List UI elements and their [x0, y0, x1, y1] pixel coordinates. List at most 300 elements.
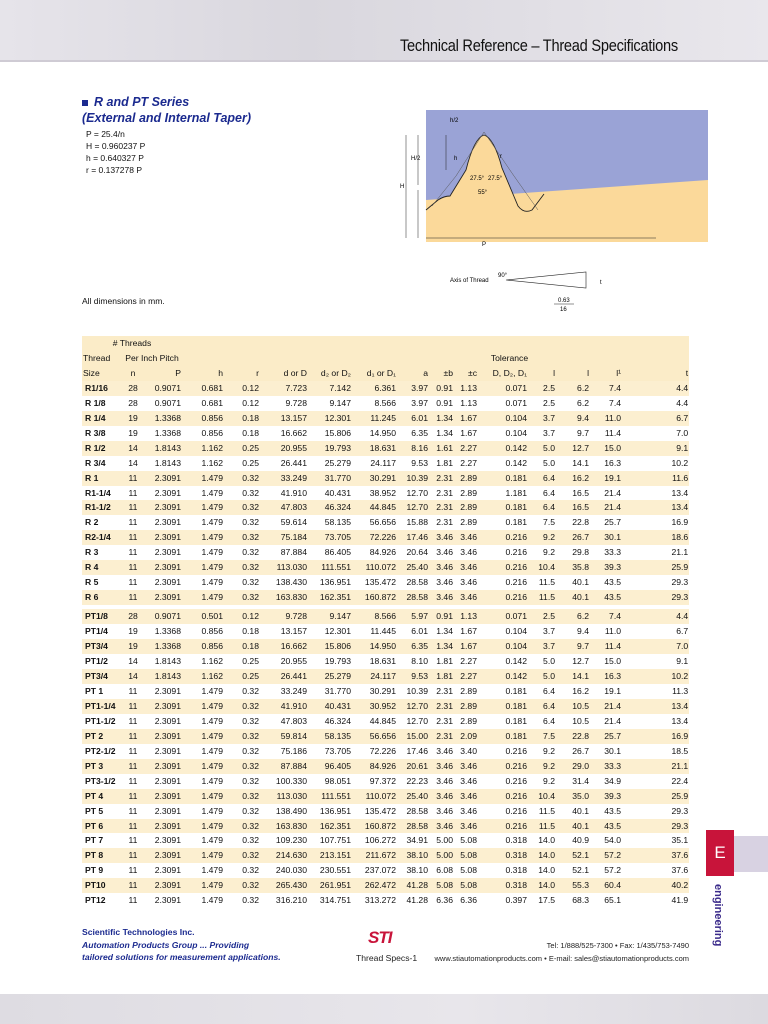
company-name: Scientific Technologies Inc. — [82, 927, 195, 937]
table-cell: 30.291 — [369, 685, 396, 696]
table-cell: 11 — [128, 577, 138, 588]
table-cell: 6.01 — [411, 626, 428, 637]
table-row — [82, 560, 689, 575]
table-cell: 0.318 — [505, 865, 527, 876]
table-cell: 0.9071 — [154, 397, 181, 408]
table-cell: 6.7 — [676, 626, 689, 637]
label-h: h — [454, 156, 458, 162]
table-cell: PT10 — [85, 880, 106, 891]
table-cell: 8.566 — [374, 397, 396, 408]
table-cell: 2.27 — [460, 457, 477, 468]
label-h2: h/2 — [450, 118, 459, 124]
table-cell: 6.4 — [543, 487, 555, 498]
table-cell: 2.89 — [460, 685, 477, 696]
formula-list — [86, 128, 145, 176]
table-cell: 3.7 — [543, 427, 555, 438]
table-cell: 12.70 — [406, 700, 428, 711]
table-cell: PT3/4 — [85, 641, 108, 652]
table-cell: 11.0 — [604, 412, 621, 423]
table-cell: 17.46 — [406, 532, 428, 543]
table-cell: PT1/8 — [85, 611, 108, 622]
table-cell: 3.46 — [460, 805, 477, 816]
table-cell: 16.5 — [572, 502, 589, 513]
table-cell: 3.46 — [436, 805, 453, 816]
table-cell: 11 — [128, 472, 138, 483]
table-cell: 10.39 — [406, 472, 428, 483]
table-cell: 11 — [128, 820, 138, 831]
table-cell: 31.4 — [572, 775, 589, 786]
table-cell: 1.479 — [201, 730, 223, 741]
header-threads: # Threads — [112, 338, 152, 348]
table-cell: 15.0 — [604, 656, 621, 667]
table-cell: 160.872 — [364, 820, 396, 831]
table-cell: 41.28 — [406, 895, 428, 906]
table-cell: 1.8143 — [154, 442, 181, 453]
table-cell: 22.8 — [572, 517, 589, 528]
table-cell: 5.97 — [411, 611, 428, 622]
table-cell: 9.1 — [676, 656, 689, 667]
table-cell: 5.08 — [460, 880, 477, 891]
table-cell: 11 — [128, 700, 138, 711]
table-cell: 0.18 — [242, 626, 259, 637]
table-cell: 9.4 — [577, 626, 589, 637]
table-cell: 14.950 — [369, 641, 396, 652]
table-cell: 16.3 — [604, 670, 621, 681]
table-cell: 7.5 — [543, 517, 555, 528]
table-cell: 72.226 — [369, 532, 396, 543]
table-row — [82, 833, 689, 848]
table-cell: 30.1 — [604, 745, 621, 756]
table-cell: 22.23 — [406, 775, 428, 786]
table-cell: 0.181 — [505, 472, 527, 483]
table-cell: R 3 — [85, 547, 99, 558]
table-cell: 1.81 — [436, 656, 453, 667]
table-cell: 3.46 — [436, 547, 453, 558]
table-row — [82, 759, 689, 774]
table-cell: 29.3 — [671, 577, 689, 588]
table-cell: 2.3091 — [154, 487, 181, 498]
label-H2: H/2 — [411, 156, 421, 162]
table-cell: 0.32 — [242, 835, 259, 846]
table-cell: 6.7 — [676, 412, 689, 423]
contact-web[interactable]: www.stiautomationproducts.com • E-mail: sales@stiautomationproducts.com — [434, 953, 689, 963]
table-cell: 15.00 — [406, 730, 428, 741]
table-cell: 1.34 — [436, 427, 453, 438]
table-cell: 34.91 — [406, 835, 428, 846]
table-cell: 31.770 — [324, 685, 351, 696]
table-cell: 5.0 — [543, 656, 555, 667]
table-cell: 6.36 — [460, 895, 477, 906]
table-cell: 0.216 — [505, 592, 527, 603]
table-cell: 6.4 — [543, 685, 555, 696]
table-cell: 12.7 — [572, 656, 589, 667]
table-cell: 6.4 — [543, 472, 555, 483]
table-cell: PT 6 — [85, 820, 104, 831]
table-cell: 59.814 — [280, 730, 307, 741]
table-cell: 6.35 — [411, 641, 428, 652]
table-cell: 11 — [128, 487, 138, 498]
table-cell: 1.479 — [201, 760, 223, 771]
column-header: l — [587, 367, 589, 378]
table-cell: 2.3091 — [154, 775, 181, 786]
column-header: d or D — [283, 367, 307, 378]
table-cell: 0.25 — [242, 457, 259, 468]
table-cell: 11 — [128, 715, 138, 726]
table-cell: 1.8143 — [154, 457, 181, 468]
table-cell: 3.40 — [460, 745, 477, 756]
footer-band — [0, 994, 768, 1024]
table-cell: 1.479 — [201, 715, 223, 726]
table-cell: 110.072 — [365, 790, 396, 801]
table-row — [82, 848, 689, 863]
table-cell: 43.5 — [604, 820, 621, 831]
table-row — [82, 893, 689, 908]
table-cell: 0.216 — [505, 820, 527, 831]
table-cell: 58.135 — [324, 517, 351, 528]
table-cell: 0.216 — [505, 805, 527, 816]
table-cell: R 3/4 — [85, 457, 106, 468]
table-cell: 20.955 — [280, 656, 307, 667]
table-cell: 44.845 — [369, 502, 396, 513]
table-cell: 25.279 — [324, 670, 351, 681]
table-cell: 14 — [128, 457, 138, 468]
table-cell: 1.479 — [201, 592, 223, 603]
table-row — [82, 396, 689, 411]
table-cell: 0.32 — [242, 745, 259, 756]
table-cell: 3.46 — [460, 532, 477, 543]
column-header: l¹ — [616, 367, 621, 378]
header-pitch: Pitch — [159, 352, 179, 363]
table-cell: 44.845 — [369, 715, 396, 726]
table-cell: 1.81 — [436, 670, 453, 681]
table-cell: 11 — [128, 547, 138, 558]
table-cell: 39.3 — [604, 562, 621, 573]
table-cell: 25.40 — [406, 790, 428, 801]
table-cell: 11.4 — [604, 641, 621, 652]
table-cell: 6.4 — [543, 502, 555, 513]
table-cell: 0.681 — [201, 382, 223, 393]
table-cell: 21.1 — [671, 760, 689, 771]
series-heading — [82, 94, 251, 126]
table-cell: 16.5 — [572, 487, 589, 498]
table-cell: 3.97 — [411, 382, 428, 393]
table-cell: 30.952 — [369, 700, 396, 711]
table-cell: 16.9 — [671, 730, 689, 741]
table-cell: 2.89 — [460, 487, 477, 498]
table-cell: 21.4 — [604, 502, 621, 513]
table-cell: 138.430 — [275, 577, 307, 588]
table-row — [82, 471, 689, 486]
table-cell: 0.32 — [242, 562, 259, 573]
table-cell: 11 — [128, 592, 138, 603]
table-cell: 5.00 — [436, 835, 453, 846]
table-cell: 6.2 — [577, 382, 589, 393]
table-cell: 2.3091 — [154, 517, 181, 528]
table-cell: 11 — [128, 880, 138, 891]
table-cell: 84.926 — [369, 547, 396, 558]
side-tab-band — [734, 836, 768, 872]
table-cell: 40.1 — [572, 820, 589, 831]
table-cell: R1-1/2 — [85, 502, 111, 513]
table-cell: 11 — [128, 895, 138, 906]
table-cell: 11.0 — [604, 626, 621, 637]
table-cell: R 5 — [85, 577, 99, 588]
table-cell: 65.1 — [604, 895, 621, 906]
table-cell: PT1-1/2 — [85, 715, 116, 726]
table-cell: 28.58 — [406, 820, 428, 831]
table-cell: 2.31 — [436, 730, 453, 741]
table-row — [82, 575, 689, 590]
table-cell: 0.181 — [505, 700, 527, 711]
table-cell: 0.104 — [505, 626, 527, 637]
table-cell: 1.479 — [201, 835, 223, 846]
table-cell: 13.4 — [671, 502, 689, 513]
table-cell: 14.0 — [538, 835, 555, 846]
table-cell: 4.4 — [676, 382, 689, 393]
dimensions-note: All dimensions in mm. — [82, 296, 165, 306]
table-cell: 55.3 — [572, 880, 589, 891]
table-cell: 26.441 — [280, 457, 307, 468]
table-cell: R 1/8 — [85, 397, 106, 408]
table-cell: 1.479 — [201, 775, 223, 786]
table-cell: 10.5 — [572, 700, 589, 711]
page-label: Thread Specs-1 — [356, 953, 418, 963]
table-cell: 1.479 — [201, 547, 223, 558]
table-cell: 11 — [128, 760, 138, 771]
table-cell: 37.6 — [671, 850, 689, 861]
table-cell: 7.4 — [609, 382, 621, 393]
table-cell: 2.3091 — [154, 592, 181, 603]
table-cell: 13.4 — [671, 700, 689, 711]
table-cell: 14.950 — [369, 427, 396, 438]
table-cell: 7.5 — [543, 730, 555, 741]
table-cell: 73.705 — [324, 745, 351, 756]
table-cell: 163.830 — [275, 820, 307, 831]
table-cell: 20.64 — [406, 547, 428, 558]
table-cell: 240.030 — [275, 865, 307, 876]
table-cell: 1.479 — [201, 745, 223, 756]
table-cell: 41.9 — [671, 895, 689, 906]
table-cell: 1.81 — [436, 457, 453, 468]
table-cell: 0.12 — [242, 611, 259, 622]
table-cell: 0.12 — [242, 382, 259, 393]
table-cell: 2.31 — [436, 517, 453, 528]
table-cell: 0.681 — [201, 397, 223, 408]
table-cell: 2.89 — [460, 715, 477, 726]
table-cell: 3.46 — [460, 547, 477, 558]
table-cell: 57.2 — [604, 850, 621, 861]
table-cell: 0.318 — [505, 880, 527, 891]
table-cell: 52.1 — [572, 865, 589, 876]
table-cell: 2.5 — [543, 611, 555, 622]
table-cell: 1.479 — [201, 487, 223, 498]
table-cell: 265.430 — [275, 880, 307, 891]
table-cell: 316.210 — [275, 895, 307, 906]
table-cell: 28.58 — [406, 592, 428, 603]
table-cell: 4.4 — [676, 611, 689, 622]
table-cell: 3.46 — [460, 592, 477, 603]
table-cell: R 3/8 — [85, 427, 106, 438]
label-taper-den: 16 — [560, 307, 567, 313]
table-cell: 100.330 — [275, 775, 307, 786]
table-cell: 26.7 — [572, 532, 589, 543]
table-cell: 0.32 — [242, 577, 259, 588]
table-cell: 11.445 — [370, 626, 396, 637]
table-cell: 0.32 — [242, 760, 259, 771]
table-cell: 11.3 — [672, 685, 689, 696]
table-cell: 60.4 — [604, 880, 621, 891]
table-cell: 1.3368 — [154, 412, 181, 423]
table-cell: 2.89 — [460, 472, 477, 483]
table-cell: 0.25 — [242, 442, 259, 453]
table-cell: 11 — [128, 790, 138, 801]
table-cell: 136.951 — [319, 805, 351, 816]
table-cell: 3.46 — [436, 775, 453, 786]
table-cell: 28.58 — [406, 805, 428, 816]
table-cell: 7.723 — [285, 382, 307, 393]
table-cell: 87.884 — [280, 760, 307, 771]
section-tab-e[interactable]: E — [706, 830, 734, 876]
table-cell: 15.806 — [324, 641, 351, 652]
table-cell: 30.291 — [369, 472, 396, 483]
column-header: h — [218, 367, 223, 378]
header-tolerance: Tolerance — [490, 352, 529, 363]
table-cell: 21.4 — [604, 700, 621, 711]
table-cell: 5.00 — [436, 850, 453, 861]
table-cell: 25.279 — [324, 457, 351, 468]
table-cell: 9.53 — [411, 670, 428, 681]
table-cell: 29.0 — [572, 760, 589, 771]
table-cell: 11 — [128, 532, 138, 543]
table-cell: 40.9 — [572, 835, 589, 846]
table-cell: 5.08 — [460, 865, 477, 876]
table-cell: 0.216 — [505, 775, 527, 786]
table-cell: PT 5 — [85, 805, 104, 816]
table-cell: 0.32 — [242, 880, 259, 891]
table-cell: 135.472 — [364, 577, 396, 588]
table-cell: 0.32 — [242, 715, 259, 726]
table-cell: 3.46 — [436, 592, 453, 603]
header-row — [82, 351, 689, 366]
table-cell: R 6 — [85, 592, 99, 603]
table-cell: 56.656 — [369, 730, 396, 741]
table-cell: 6.4 — [543, 715, 555, 726]
table-cell: 16.662 — [280, 427, 307, 438]
table-cell: 9.728 — [285, 397, 307, 408]
table-cell: 29.3 — [671, 820, 689, 831]
table-cell: 0.32 — [242, 700, 259, 711]
table-cell: 2.31 — [436, 715, 453, 726]
table-cell: 3.46 — [436, 745, 453, 756]
table-cell: 40.2 — [671, 880, 689, 891]
table-cell: 14.1 — [572, 457, 589, 468]
table-cell: 59.614 — [280, 517, 307, 528]
table-cell: 0.32 — [242, 730, 259, 741]
table-cell: 11 — [128, 850, 138, 861]
table-cell: 9.728 — [285, 611, 307, 622]
table-cell: 84.926 — [369, 760, 396, 771]
table-cell: 2.3091 — [154, 700, 181, 711]
table-row — [82, 530, 689, 545]
table-cell: 9.2 — [543, 760, 555, 771]
table-cell: R 2 — [85, 517, 99, 528]
page-title: Technical Reference – Thread Specifications — [400, 36, 678, 55]
table-cell: 35.1 — [671, 835, 689, 846]
table-cell: 1.479 — [201, 517, 223, 528]
table-cell: 109.230 — [275, 835, 307, 846]
table-cell: 2.5 — [543, 382, 555, 393]
table-cell: 28 — [128, 382, 138, 393]
table-cell: 6.4 — [543, 700, 555, 711]
table-cell: 3.7 — [543, 626, 555, 637]
table-cell: 2.31 — [436, 700, 453, 711]
table-cell: 11.5 — [538, 805, 555, 816]
table-cell: 73.705 — [324, 532, 351, 543]
table-cell: 0.104 — [505, 412, 527, 423]
table-cell: 0.142 — [505, 442, 527, 453]
table-cell: 0.216 — [505, 790, 527, 801]
table-cell: 11 — [128, 835, 138, 846]
table-cell: 110.072 — [365, 562, 396, 573]
table-cell: 2.3091 — [154, 685, 181, 696]
table-cell: 0.216 — [505, 547, 527, 558]
table-cell: 37.6 — [671, 865, 689, 876]
table-cell: 97.372 — [369, 775, 396, 786]
table-cell: 136.951 — [319, 577, 351, 588]
table-cell: 9.2 — [543, 745, 555, 756]
table-cell: 2.3091 — [154, 562, 181, 573]
table-cell: 0.071 — [505, 611, 527, 622]
table-cell: 12.7 — [572, 442, 589, 453]
table-cell: 46.324 — [324, 502, 351, 513]
table-cell: 0.91 — [436, 611, 453, 622]
table-cell: 33.249 — [280, 685, 307, 696]
table-cell: 2.3091 — [154, 547, 181, 558]
table-cell: 11.4 — [604, 427, 621, 438]
table-cell: 11 — [128, 517, 138, 528]
table-cell: 2.3091 — [154, 880, 181, 891]
table-cell: 113.030 — [276, 790, 307, 801]
table-cell: 24.117 — [370, 670, 396, 681]
table-cell: 11 — [128, 775, 138, 786]
table-cell: 43.5 — [604, 592, 621, 603]
table-cell: 261.951 — [319, 880, 351, 891]
column-header: D, D₂, D₁ — [492, 367, 527, 378]
table-cell: 9.7 — [577, 641, 589, 652]
table-cell: 40.431 — [324, 487, 351, 498]
table-row — [82, 624, 689, 639]
footer-contact — [434, 940, 689, 965]
table-cell: 14 — [128, 442, 138, 453]
table-cell: 1.13 — [460, 382, 477, 393]
table-cell: 7.0 — [676, 427, 689, 438]
table-cell: 11.5 — [538, 577, 555, 588]
table-cell: 9.7 — [577, 427, 589, 438]
table-cell: 9.147 — [329, 611, 351, 622]
table-cell: 13.157 — [280, 412, 307, 423]
table-cell: 3.46 — [436, 562, 453, 573]
spec-table-body — [82, 381, 689, 908]
table-cell: 0.181 — [505, 730, 527, 741]
table-cell: 14.0 — [538, 880, 555, 891]
table-cell: 86.405 — [324, 547, 351, 558]
table-cell: 12.70 — [406, 502, 428, 513]
table-cell: 113.030 — [276, 562, 307, 573]
table-cell: 11 — [128, 562, 138, 573]
table-cell: 19.793 — [324, 442, 351, 453]
table-cell: 11 — [128, 502, 138, 513]
table-cell: R1-1/4 — [85, 487, 111, 498]
